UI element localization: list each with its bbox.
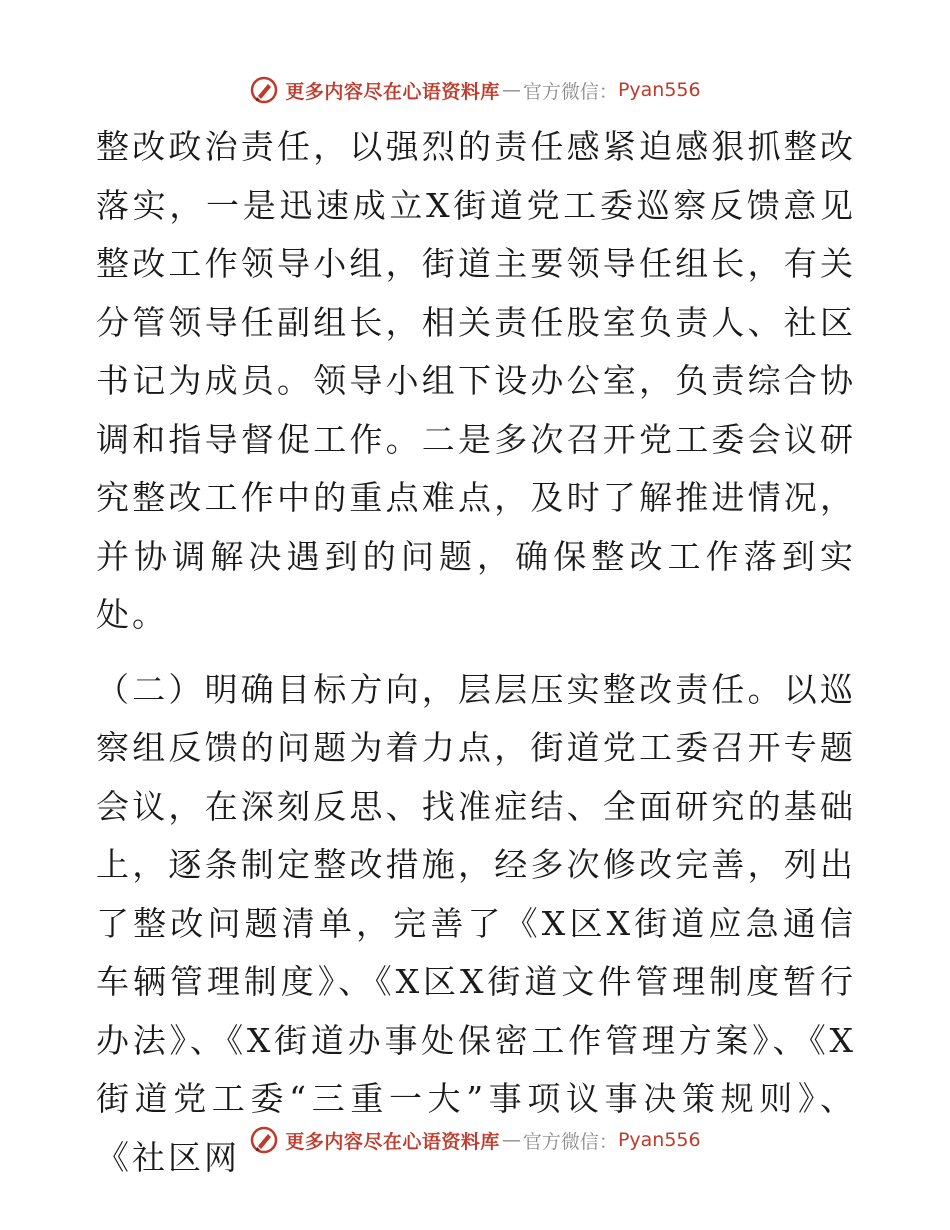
- banner-wechat-id: Pyan556: [617, 79, 701, 101]
- banner-brand: 更多内容尽在心语资料库: [285, 80, 500, 103]
- document-body: [96, 118, 856, 1187]
- pen-logo-icon: [249, 1125, 279, 1155]
- banner-separator: —: [501, 79, 521, 101]
- pen-logo-icon: [249, 75, 279, 105]
- body-paragraph-1: 整改政治责任，以强烈的责任感紧迫感狠抓整改落实，一是迅速成立X街道党工委巡察反馈意见整改工作领导小组，街道主要领导任组长，有关分管领导任副组长，相关责任股室负责人、社区书记为成员。领导小组下设办公室，负责综合协调和指导督促工作。二是多次召开党工委会议研究整改工作中的重点难点，及时了解推进情况，并协调解决遇到的问题，确保整改工作落到实处。: [96, 127, 856, 634]
- banner-separator: —: [501, 1129, 521, 1151]
- footer-banner: [0, 1120, 950, 1160]
- banner-brand: 更多内容尽在心语资料库: [285, 1130, 500, 1153]
- banner-wechat-label: 官方微信：: [522, 80, 618, 103]
- header-banner: [0, 70, 950, 110]
- banner-wechat-id: Pyan556: [617, 1129, 701, 1151]
- body-paragraph-2: （二）明确目标方向，层层压实整改责任。以巡察组反馈的问题为着力点，街道党工委召开专题会议，在深刻反思、找准症结、全面研究的基础上，逐条制定整改措施，经多次修改完善，列出了整改问题清单，完善了《X区X街道应急通信车辆管理制度》、《X区X街道文件管理制度暂行办法》、《X街道办事处保密工作管理方案》、《X街道党工委“三重一大”事项议事决策规则》、《社区网: [96, 669, 856, 1177]
- banner-wechat-label: 官方微信：: [522, 1130, 618, 1153]
